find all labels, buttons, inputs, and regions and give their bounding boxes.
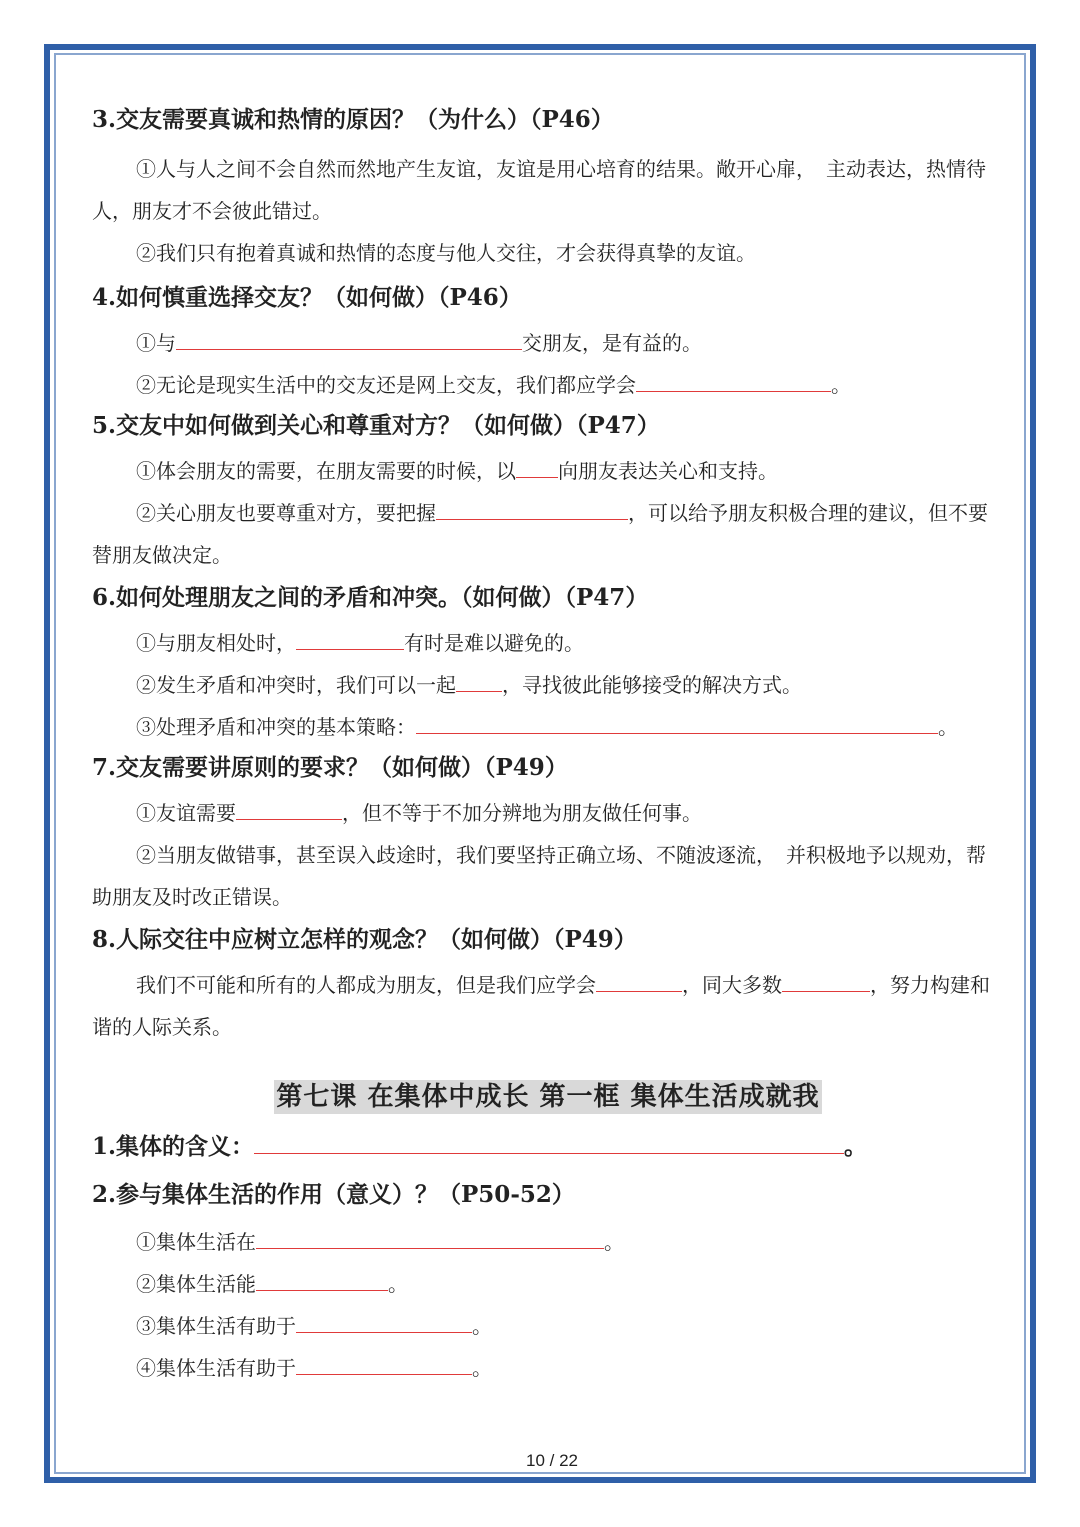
lesson-item-4 <box>92 1347 1004 1389</box>
page-number: 10 / 22 <box>526 1451 578 1470</box>
text: 。 <box>844 1133 868 1160</box>
text: ①体会朋友的需要，在朋友需要的时候，以 <box>136 459 516 483</box>
fill-blank[interactable] <box>456 667 502 692</box>
text: ①集体生活在 <box>136 1230 256 1254</box>
lesson-item-1 <box>92 1221 1004 1263</box>
fill-blank[interactable] <box>296 1308 472 1333</box>
text: ，同大多数 <box>682 973 782 997</box>
lesson-item-2 <box>92 1263 1004 1305</box>
question-5-item-2 <box>92 492 1004 576</box>
fill-blank[interactable] <box>416 709 938 734</box>
text: 。 <box>472 1314 492 1338</box>
text: ④集体生活有助于 <box>136 1356 296 1380</box>
text: ②无论是现实生活中的交友还是网上交友，我们都应学会 <box>136 373 636 397</box>
question-6-item-2 <box>92 664 1004 706</box>
question-6-item-1 <box>92 622 1004 664</box>
lesson-question-1 <box>92 1129 1004 1163</box>
text: 。 <box>938 715 958 739</box>
text: 1.集体的含义： <box>92 1133 255 1160</box>
text: 交朋友，是有益的。 <box>522 331 702 355</box>
fill-blank[interactable] <box>254 1129 844 1154</box>
text: ，但不等于不加分辨地为朋友做任何事。 <box>342 801 702 825</box>
lesson-title: 第七课 在集体中成长 第一框 集体生活成就我 <box>276 1082 820 1112</box>
text: ①友谊需要 <box>136 801 236 825</box>
text: 。 <box>831 373 851 397</box>
text: 。 <box>472 1356 492 1380</box>
worksheet-content <box>92 92 1004 1389</box>
question-7-title: 7.交友需要讲原则的要求？（如何做）（P49） <box>92 754 568 781</box>
fill-blank[interactable] <box>782 967 870 992</box>
text: ②集体生活能 <box>136 1272 256 1296</box>
question-7-item-1 <box>92 792 1004 834</box>
text: ③集体生活有助于 <box>136 1314 296 1338</box>
lesson-item-3 <box>92 1305 1004 1347</box>
question-5-item-1 <box>92 450 1004 492</box>
text: ①与朋友相处时， <box>136 631 296 655</box>
question-8-title: 8.人际交往中应树立怎样的观念？（如何做）（P49） <box>92 926 637 953</box>
question-3-title: 3.交友需要真诚和热情的原因？（为什么）（P46） <box>92 106 614 133</box>
text: 。 <box>604 1230 624 1254</box>
fill-blank[interactable] <box>636 367 831 392</box>
question-3-answer-1: ①人与人之间不会自然而然地产生友谊，友谊是用心培育的结果。敞开心扉， 主动表达，热情待人，朋友才不会彼此错过。 <box>92 157 986 223</box>
text: 向朋友表达关心和支持。 <box>558 459 778 483</box>
text: ③处理矛盾和冲突的基本策略： <box>136 715 416 739</box>
text: ，寻找彼此能够接受的解决方式。 <box>502 673 802 697</box>
text: 有时是难以避免的。 <box>404 631 584 655</box>
question-6-item-3 <box>92 706 1004 748</box>
question-3-answer-2: ②我们只有抱着真诚和热情的态度与他人交往，才会获得真挚的友谊。 <box>136 241 756 265</box>
fill-blank[interactable] <box>296 1350 472 1375</box>
question-7-item-2: ②当朋友做错事，甚至误入歧途时，我们要坚持正确立场、不随波逐流， 并积极地予以规劝，帮助朋友及时改正错误。 <box>92 843 986 909</box>
text: ，可以给予朋友积极合理的建议，但不要替朋友做决定。 <box>92 501 988 567</box>
fill-blank[interactable] <box>596 967 682 992</box>
question-4-item-1 <box>92 322 1004 364</box>
fill-blank[interactable] <box>176 325 522 350</box>
question-4-item-2 <box>92 364 1004 406</box>
text: ，努力构建和谐的人际关系。 <box>92 973 990 1039</box>
text: ②关心朋友也要尊重对方，要把握 <box>136 501 436 525</box>
text: ②发生矛盾和冲突时，我们可以一起 <box>136 673 456 697</box>
lesson-question-2-title: 2.参与集体生活的作用（意义）？（P50-52） <box>92 1181 575 1208</box>
question-4-title: 4.如何慎重选择交友？（如何做）（P46） <box>92 284 522 311</box>
text: 。 <box>388 1272 408 1296</box>
fill-blank[interactable] <box>256 1224 604 1249</box>
question-5-title: 5.交友中如何做到关心和尊重对方？（如何做）（P47） <box>92 412 660 439</box>
text: 我们不可能和所有的人都成为朋友，但是我们应学会 <box>136 973 596 997</box>
fill-blank[interactable] <box>436 495 628 520</box>
fill-blank[interactable] <box>296 625 404 650</box>
fill-blank[interactable] <box>236 795 342 820</box>
question-8-answer <box>92 964 1004 1048</box>
fill-blank[interactable] <box>516 453 558 478</box>
text: ①与 <box>136 331 176 355</box>
question-6-title: 6.如何处理朋友之间的矛盾和冲突。（如何做）（P47） <box>92 584 649 611</box>
fill-blank[interactable] <box>256 1266 388 1291</box>
lesson-heading <box>92 1076 1004 1113</box>
